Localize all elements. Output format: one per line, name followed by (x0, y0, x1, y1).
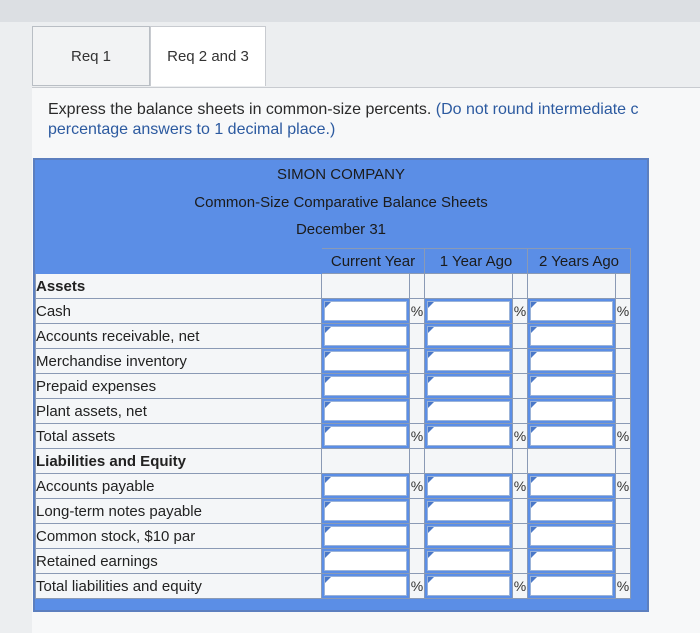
tab-req-1[interactable]: Req 1 (32, 26, 150, 86)
input-cell-1-year-ago (425, 474, 513, 499)
percent-input[interactable] (427, 376, 510, 396)
col-1-year-ago: 1 Year Ago (425, 249, 528, 274)
percent-input[interactable] (530, 301, 613, 321)
header-spacer (36, 249, 322, 274)
table-row (36, 299, 631, 324)
instructions (48, 100, 700, 140)
percent-spacer (513, 449, 528, 474)
instruction-note-1: (Do not round intermediate c (431, 101, 639, 118)
percent-input[interactable] (530, 376, 613, 396)
percent-spacer (410, 499, 425, 524)
table-row (36, 399, 631, 424)
row-label: Cash (36, 299, 322, 324)
percent-sign: % (410, 424, 425, 449)
percent-sign: % (410, 474, 425, 499)
percent-input[interactable] (530, 426, 613, 446)
table-row (36, 524, 631, 549)
percent-input[interactable] (427, 576, 510, 596)
row-label: Common stock, $10 par (36, 524, 322, 549)
blank-cell (322, 274, 410, 299)
percent-sign: % (616, 424, 631, 449)
percent-spacer (513, 349, 528, 374)
row-label: Accounts payable (36, 474, 322, 499)
percent-input[interactable] (427, 426, 510, 446)
percent-input[interactable] (324, 576, 407, 596)
percent-spacer (616, 399, 631, 424)
input-cell-1-year-ago (425, 399, 513, 424)
tab-bar (32, 26, 266, 88)
input-cell-1-year-ago (425, 324, 513, 349)
percent-input[interactable] (324, 501, 407, 521)
percent-sign: % (410, 299, 425, 324)
input-cell-current-year (322, 574, 410, 599)
percent-input[interactable] (530, 551, 613, 571)
percent-input[interactable] (530, 326, 613, 346)
percent-spacer (513, 524, 528, 549)
percent-spacer (513, 274, 528, 299)
percent-spacer (616, 524, 631, 549)
input-cell-current-year (322, 324, 410, 349)
col-2-years-ago: 2 Years Ago (528, 249, 631, 274)
percent-spacer (513, 549, 528, 574)
percent-input[interactable] (427, 351, 510, 371)
input-cell-2-years-ago (528, 499, 616, 524)
input-cell-current-year (322, 399, 410, 424)
percent-input[interactable] (530, 576, 613, 596)
percent-input[interactable] (324, 476, 407, 496)
percent-spacer (410, 324, 425, 349)
input-cell-2-years-ago (528, 399, 616, 424)
percent-sign: % (616, 474, 631, 499)
table-row (36, 374, 631, 399)
row-label: Retained earnings (36, 549, 322, 574)
percent-input[interactable] (324, 326, 407, 346)
percent-spacer (410, 374, 425, 399)
percent-input[interactable] (427, 551, 510, 571)
tab-req-2-and-3[interactable]: Req 2 and 3 (150, 26, 266, 86)
percent-input[interactable] (324, 551, 407, 571)
input-cell-current-year (322, 524, 410, 549)
percent-spacer (616, 274, 631, 299)
input-cell-2-years-ago (528, 324, 616, 349)
percent-input[interactable] (427, 401, 510, 421)
table-row (36, 424, 631, 449)
input-cell-1-year-ago (425, 349, 513, 374)
input-cell-1-year-ago (425, 549, 513, 574)
table-row (36, 349, 631, 374)
table-row (36, 499, 631, 524)
percent-input[interactable] (324, 526, 407, 546)
row-label: Total assets (36, 424, 322, 449)
percent-spacer (513, 324, 528, 349)
percent-input[interactable] (324, 301, 407, 321)
input-cell-current-year (322, 499, 410, 524)
percent-input[interactable] (324, 351, 407, 371)
percent-input[interactable] (530, 476, 613, 496)
sheet-title: Common-Size Comparative Balance Sheets (194, 194, 488, 211)
percent-input[interactable] (530, 401, 613, 421)
row-label: Merchandise inventory (36, 349, 322, 374)
percent-spacer (410, 349, 425, 374)
percent-input[interactable] (427, 476, 510, 496)
percent-input[interactable] (324, 401, 407, 421)
percent-sign: % (616, 574, 631, 599)
section-label: Liabilities and Equity (36, 449, 322, 474)
percent-input[interactable] (427, 501, 510, 521)
input-cell-2-years-ago (528, 374, 616, 399)
row-label: Long-term notes payable (36, 499, 322, 524)
sheet-date: December 31 (295, 221, 387, 238)
top-band (0, 0, 700, 22)
percent-sign: % (616, 299, 631, 324)
table-row (36, 474, 631, 499)
input-cell-current-year (322, 424, 410, 449)
table-row (36, 274, 631, 299)
balance-table (35, 248, 631, 599)
percent-spacer (616, 549, 631, 574)
company-name: SIMON COMPANY (276, 166, 406, 183)
blank-cell (528, 274, 616, 299)
blank-cell (425, 274, 513, 299)
table-row (36, 449, 631, 474)
input-cell-current-year (322, 349, 410, 374)
input-cell-2-years-ago (528, 549, 616, 574)
percent-input[interactable] (427, 526, 510, 546)
input-cell-2-years-ago (528, 349, 616, 374)
input-cell-2-years-ago (528, 424, 616, 449)
percent-spacer (513, 499, 528, 524)
percent-input[interactable] (427, 326, 510, 346)
input-cell-1-year-ago (425, 524, 513, 549)
input-cell-1-year-ago (425, 424, 513, 449)
section-label: Assets (36, 274, 322, 299)
instruction-main: Express the balance sheets in common-size percents. (48, 101, 432, 118)
table-row (36, 549, 631, 574)
row-label: Plant assets, net (36, 399, 322, 424)
percent-spacer (616, 324, 631, 349)
percent-spacer (410, 549, 425, 574)
percent-sign: % (513, 299, 528, 324)
input-cell-2-years-ago (528, 524, 616, 549)
percent-input[interactable] (530, 526, 613, 546)
row-label: Accounts receivable, net (36, 324, 322, 349)
percent-spacer (616, 349, 631, 374)
percent-sign: % (410, 574, 425, 599)
percent-input[interactable] (324, 426, 407, 446)
input-cell-1-year-ago (425, 299, 513, 324)
input-cell-current-year (322, 299, 410, 324)
row-label: Total liabilities and equity (36, 574, 322, 599)
blank-cell (322, 449, 410, 474)
percent-spacer (616, 449, 631, 474)
percent-spacer (410, 274, 425, 299)
instruction-note-2: percentage answers to 1 decimal place.) (48, 121, 336, 138)
percent-spacer (410, 399, 425, 424)
input-cell-2-years-ago (528, 574, 616, 599)
blank-cell (528, 449, 616, 474)
blank-cell (425, 449, 513, 474)
percent-input[interactable] (427, 301, 510, 321)
percent-sign: % (513, 424, 528, 449)
column-header-row (36, 249, 631, 274)
input-cell-current-year (322, 474, 410, 499)
percent-sign: % (513, 474, 528, 499)
row-label: Prepaid expenses (36, 374, 322, 399)
input-cell-2-years-ago (528, 474, 616, 499)
input-cell-2-years-ago (528, 299, 616, 324)
input-cell-1-year-ago (425, 374, 513, 399)
input-cell-1-year-ago (425, 499, 513, 524)
table-row (36, 574, 631, 599)
percent-spacer (616, 374, 631, 399)
input-cell-current-year (322, 549, 410, 574)
col-current-year: Current Year (322, 249, 425, 274)
input-cell-current-year (322, 374, 410, 399)
input-cell-1-year-ago (425, 574, 513, 599)
balance-sheet (33, 158, 649, 612)
percent-spacer (513, 399, 528, 424)
percent-spacer (513, 374, 528, 399)
percent-spacer (410, 449, 425, 474)
percent-input[interactable] (324, 376, 407, 396)
percent-input[interactable] (530, 351, 613, 371)
percent-spacer (616, 499, 631, 524)
percent-spacer (410, 524, 425, 549)
table-row (36, 324, 631, 349)
percent-input[interactable] (530, 501, 613, 521)
percent-sign: % (513, 574, 528, 599)
